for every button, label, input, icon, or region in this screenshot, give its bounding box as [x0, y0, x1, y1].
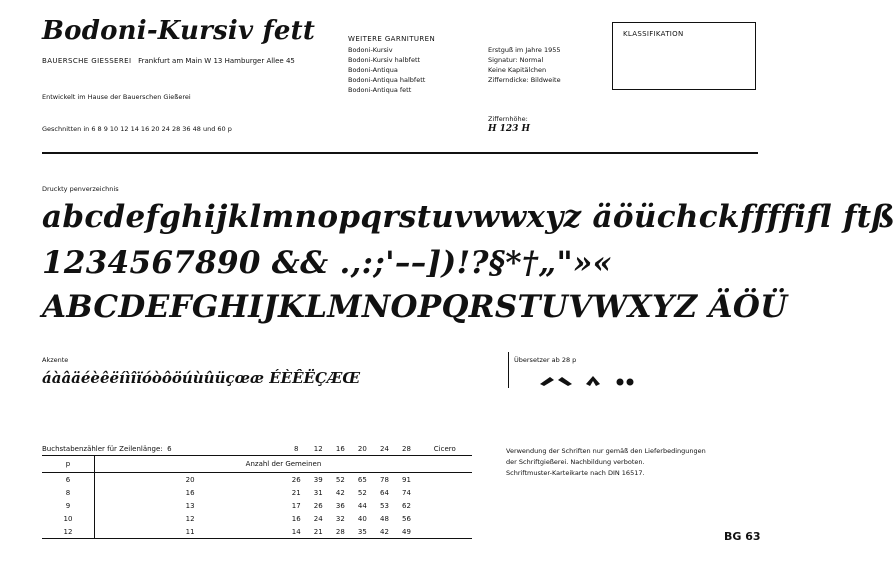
table-cell: 21	[307, 525, 329, 539]
cicero-value: 24	[379, 444, 389, 453]
ziffernhoehe-label: Ziffernhöhe:	[488, 115, 528, 123]
sheet-code: BG 63	[724, 530, 761, 543]
garnitur-item: Bodoni-Antiqua fett	[348, 86, 412, 94]
ziffernhoehe-value: H 123 H	[488, 124, 531, 134]
garnituren-heading: WEITERE GARNITUREN	[348, 35, 436, 43]
table-header-row	[42, 456, 472, 473]
table-cell: 17	[291, 501, 301, 510]
table-cell: 36	[335, 501, 345, 510]
table-cell: 53	[379, 501, 389, 510]
legal-line: Verwendung der Schriften nur gemäß den Lieferbedingungen	[506, 447, 706, 455]
table-cell-empty	[418, 486, 472, 499]
table-cell: 12	[185, 514, 195, 523]
table-cell-empty	[418, 473, 472, 487]
specimen-label: Druckty penverzeichnis	[42, 185, 119, 193]
uebersetzer-divider	[508, 352, 509, 388]
table-caption-text: Buchstabenzähler für Zeilenlänge:	[42, 444, 163, 453]
table-cell: 11	[95, 525, 286, 539]
p-cell: 9	[42, 499, 95, 512]
table-cell: 65	[357, 475, 367, 484]
table-row	[42, 499, 472, 512]
diaeresis-dot-glyph	[617, 379, 624, 386]
table-cell: 39	[313, 475, 323, 484]
table-cell: 26	[291, 475, 301, 484]
table-cell-empty	[418, 525, 472, 539]
page-title: Bodoni-Kursiv fett	[42, 16, 316, 46]
accent-acute-glyph	[540, 377, 554, 386]
table-cell: 16	[291, 514, 301, 523]
specimen-uppercase: ABCDEFGHIJKLMNOPQRSTUVWXYZ ÄÖÜ	[42, 289, 788, 325]
cicero-value: 8	[293, 444, 299, 453]
klassifikation-label: KLASSIFIKATION	[623, 30, 684, 38]
table-cell: 21	[291, 488, 301, 497]
table-cell: 26	[313, 501, 323, 510]
table-cell: 24	[313, 514, 323, 523]
table-cell: 62	[402, 501, 411, 510]
table-cell: 40	[357, 514, 367, 523]
akzente-label: Akzente	[42, 356, 69, 364]
foundry-address: Frankfurt am Main W 13 Hamburger Allee 45	[138, 57, 295, 65]
table-row	[42, 512, 472, 525]
table-cell: 49	[395, 525, 417, 539]
p-header: p	[42, 456, 95, 473]
detail-item: Zifferndicke: Bildweite	[488, 76, 561, 84]
p-cell: 10	[42, 512, 95, 525]
table-cell: 14	[285, 525, 307, 539]
table-cell: 13	[185, 501, 195, 510]
table-cell: 56	[402, 514, 411, 523]
p-cell: 8	[42, 486, 95, 499]
cicero-value: 28	[402, 444, 411, 453]
detail-item: Keine Kapitälchen	[488, 66, 547, 74]
accent-circumflex-glyph	[586, 376, 600, 386]
uebersetzer-label: Übersetzer ab 28 p	[514, 356, 577, 364]
sub-header: Anzahl der Gemeinen	[95, 456, 473, 473]
header-rule	[42, 152, 758, 154]
cicero-value: 20	[357, 444, 367, 453]
table-caption-row	[42, 442, 472, 456]
legal-note	[506, 446, 706, 479]
legal-line: Schriftmuster-Karteikarte nach DIN 16517.	[506, 469, 645, 477]
specimen-lowercase: abcdefghijklmnopqrstuvwwxyz äöüchckffffifl ftß	[42, 199, 895, 235]
table-cell-empty	[418, 512, 472, 525]
letter-count-table	[42, 442, 472, 539]
table-cell: 52	[357, 488, 367, 497]
table-cell: 52	[335, 475, 345, 484]
table-cell: 16	[185, 488, 195, 497]
table-cell: 42	[335, 488, 345, 497]
table-cell: 31	[313, 488, 323, 497]
specimen-figures: 1234567890 && .,:;'––])!?§*†„"»«	[42, 245, 613, 281]
table-cell: 91	[402, 475, 411, 484]
cicero-value: 6	[167, 444, 172, 453]
legal-line: der Schriftgießerei. Nachbildung verboten.	[506, 458, 645, 466]
garnitur-item: Bodoni-Kursiv halbfett	[348, 56, 421, 64]
detail-item: Signatur: Normal	[488, 56, 544, 64]
uebersetzer-glyphs	[540, 372, 640, 388]
diaeresis-dot-glyph	[627, 379, 634, 386]
table-cell: 78	[379, 475, 389, 484]
garnitur-item: Bodoni-Antiqua halbfett	[348, 76, 426, 84]
foundry-line	[42, 56, 295, 66]
garnitur-item: Bodoni-Kursiv	[348, 46, 393, 54]
detail-item: Erstguß im Jahre 1955	[488, 46, 561, 54]
table-row	[42, 486, 472, 499]
cicero-value: 12	[313, 444, 323, 453]
table-cell: 44	[357, 501, 367, 510]
table-cell: 64	[379, 488, 389, 497]
table-cell: 42	[373, 525, 395, 539]
garnitur-item: Bodoni-Antiqua	[348, 66, 398, 74]
p-cell: 12	[42, 525, 95, 539]
cut-sizes: Geschnitten in 6 8 9 10 12 14 16 20 24 28 36 48 und 60 p	[42, 125, 232, 133]
klassifikation-box	[612, 22, 756, 90]
table-row	[42, 525, 472, 539]
developed-note: Entwickelt im Hause der Bauerschen Gießerei	[42, 93, 191, 101]
foundry-name: BAUERSCHE GIESSEREI	[42, 57, 132, 65]
cicero-value: 16	[335, 444, 345, 453]
table-cell: 48	[379, 514, 389, 523]
table-cell: 28	[329, 525, 351, 539]
garnituren-list	[348, 45, 425, 95]
p-cell: 6	[42, 473, 95, 487]
details-list	[488, 45, 561, 85]
akzente-glyphs: áàâäéèêëíìîïóòôöúùûüçœæ ÉÈÊËÇÆŒ	[42, 369, 361, 387]
table-cell: 74	[402, 488, 411, 497]
table-cell-empty	[418, 499, 472, 512]
cicero-unit: Cicero	[433, 444, 456, 453]
table-cell: 32	[335, 514, 345, 523]
table-caption	[42, 442, 285, 456]
table-cell: 20	[185, 475, 195, 484]
table-cell: 35	[351, 525, 373, 539]
table-row	[42, 473, 472, 487]
accent-grave-glyph	[558, 377, 572, 386]
